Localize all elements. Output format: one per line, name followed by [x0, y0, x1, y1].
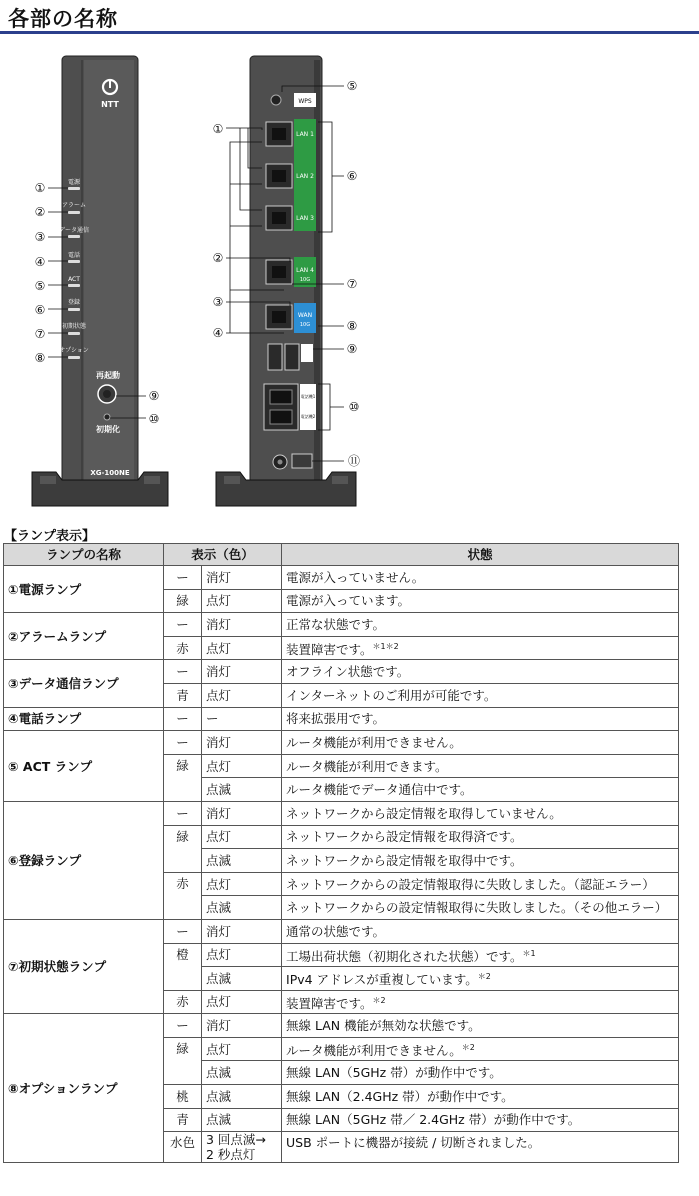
device-diagram	[0, 36, 699, 516]
lamp-display: 点滅	[202, 896, 282, 920]
lamp-color: ー	[164, 613, 202, 637]
lamp-color: ー	[164, 660, 202, 684]
lamp-name: ①電源ランプ	[4, 566, 164, 613]
led-init	[68, 332, 80, 335]
footnote-mark: ＊2	[477, 972, 491, 982]
lamp-status: 工場出荷状態（初期化された状態）です。	[286, 948, 523, 964]
back-view	[213, 56, 360, 506]
lamp-display: 3 回点滅→	[206, 1132, 266, 1148]
lan-port-2	[266, 164, 292, 188]
lamp-status: ネットワークから設定情報を取得中です。	[282, 849, 679, 873]
lamp-color: 緑	[164, 754, 202, 801]
front-marker-6: ⑥	[34, 303, 46, 317]
lamp-display: 消灯	[202, 613, 282, 637]
lan1-label: LAN 1	[296, 131, 314, 138]
led-label-alarm: アラーム	[61, 202, 87, 209]
table-row	[4, 707, 679, 731]
reboot-label: 再起動	[96, 371, 120, 380]
lamp-display: ー	[202, 707, 282, 731]
lamp-status: USB ポートに機器が接続 / 切断されました。	[282, 1132, 679, 1163]
lamp-color: ー	[164, 801, 202, 825]
lamp-status: オフライン状態です。	[282, 660, 679, 684]
lamp-name: ④電話ランプ	[4, 707, 164, 731]
lamp-status: 無線 LAN（5GHz 帯）が動作中です。	[282, 1061, 679, 1085]
lamp-status-cell	[282, 636, 679, 660]
back-marker-8: ⑧	[346, 319, 358, 333]
front-marker-8: ⑧	[34, 351, 46, 365]
init-button	[104, 414, 110, 420]
page-title: 各部の名称	[8, 7, 118, 31]
lamp-status: 装置障害です。	[286, 996, 373, 1012]
led-label-option: オプション	[59, 347, 89, 354]
lamp-display: 点滅	[202, 1085, 282, 1109]
front-marker-10: ⑩	[148, 412, 160, 426]
back-marker-6: ⑥	[346, 169, 358, 183]
front-marker-2: ②	[34, 205, 46, 219]
lamp-status: 装置障害です。	[286, 642, 373, 658]
footnote-mark: ＊2	[372, 995, 386, 1005]
lamp-status: 電源が入っていません。	[282, 566, 679, 590]
back-marker-5: ⑤	[346, 79, 358, 93]
lamp-table	[3, 543, 679, 1163]
lamp-status-cell	[282, 1037, 679, 1061]
table-row	[4, 660, 679, 684]
lamp-display: 点灯	[202, 990, 282, 1014]
lamp-status: インターネットのご利用が可能です。	[282, 683, 679, 707]
lamp-status: ルータ機能でデータ通信中です。	[282, 778, 679, 802]
lamp-status: ネットワークからの設定情報取得に失敗しました。（認証エラー）	[282, 872, 679, 896]
footnote-mark: ＊1＊2	[372, 642, 399, 651]
back-marker-4: ④	[212, 326, 224, 340]
lamp-name: ⑤ ACT ランプ	[4, 731, 164, 802]
lamp-color: ー	[164, 919, 202, 943]
lamp-status: 電源が入っています。	[282, 589, 679, 613]
lamp-color: ー	[164, 731, 202, 755]
lan4-sub: 10G	[299, 277, 311, 283]
lamp-color: ー	[164, 707, 202, 731]
front-marker-3: ③	[34, 230, 46, 244]
led-register	[68, 308, 80, 311]
front-view	[32, 56, 168, 506]
lamp-color: ー	[164, 1014, 202, 1038]
lamp-color: 桃	[164, 1085, 202, 1109]
table-row	[4, 801, 679, 825]
lamp-status: ネットワークから設定情報を取得していません。	[282, 801, 679, 825]
back-marker-1: ①	[212, 122, 224, 136]
lamp-display: 消灯	[202, 566, 282, 590]
table-row	[4, 613, 679, 637]
usb-icon	[301, 344, 313, 362]
lamp-status: 通常の状態です。	[282, 919, 679, 943]
led-label-data: データ通信	[58, 227, 90, 234]
led-label-phone: 電話	[67, 252, 81, 259]
lamp-display-cell	[202, 1132, 282, 1163]
header-status: 状態	[282, 544, 679, 566]
led-data	[68, 235, 80, 238]
lan-port-3	[266, 206, 292, 230]
table-header-row	[4, 544, 679, 566]
lamp-display: 点灯	[202, 754, 282, 778]
lamp-display: 消灯	[202, 731, 282, 755]
lamp-status: ルータ機能が利用できます。	[282, 754, 679, 778]
lamp-display: 点灯	[202, 1037, 282, 1061]
front-marker-4: ④	[34, 255, 46, 269]
lamp-color: 橙	[164, 943, 202, 990]
lamp-status: 無線 LAN（2.4GHz 帯）が動作中です。	[282, 1085, 679, 1109]
back-marker-7: ⑦	[346, 277, 358, 291]
section-label: 【ランプ表示】	[4, 529, 96, 544]
tel1-label: 電話機1	[300, 394, 316, 399]
lamp-display: 点灯	[202, 872, 282, 896]
lamp-color: 赤	[164, 990, 202, 1014]
tel2-label: 電話機2	[300, 414, 316, 419]
lan-port-1	[266, 122, 292, 146]
table-row	[4, 566, 679, 590]
led-power	[68, 187, 80, 190]
led-label-register: 登録	[67, 299, 81, 306]
brand-label: NTT	[101, 100, 119, 109]
led-label-init: 初期状態	[61, 323, 87, 330]
footnote-mark: ＊2	[461, 1043, 475, 1053]
lamp-display: 点滅	[202, 1061, 282, 1085]
lamp-display: 点滅	[202, 1108, 282, 1132]
wan-label: WAN	[297, 312, 313, 319]
table-row	[4, 919, 679, 943]
led-label-power: 電源	[67, 179, 81, 186]
front-marker-7: ⑦	[34, 327, 46, 341]
lamp-display: 点灯	[202, 589, 282, 613]
tel-port-2	[270, 410, 292, 424]
front-marker-9: ⑨	[148, 389, 160, 403]
lamp-status: ルータ機能が利用できません。	[282, 731, 679, 755]
wan-sub: 10G	[299, 322, 311, 328]
lamp-name: ⑥登録ランプ	[4, 801, 164, 919]
back-marker-10: ⑩	[348, 400, 360, 414]
back-marker-2: ②	[212, 251, 224, 265]
lamp-display: 消灯	[202, 660, 282, 684]
lamp-status: ネットワークからの設定情報取得に失敗しました。（その他エラー）	[282, 896, 679, 920]
lamp-display: 点灯	[202, 636, 282, 660]
lamp-color: ー	[164, 566, 202, 590]
back-marker-9: ⑨	[346, 342, 358, 356]
lamp-color: 緑	[164, 1037, 202, 1084]
lamp-status-cell	[282, 943, 679, 967]
lamp-status: ネットワークから設定情報を取得済です。	[282, 825, 679, 849]
lamp-color: 水色	[164, 1132, 202, 1163]
lamp-color: 緑	[164, 825, 202, 872]
table-row	[4, 731, 679, 755]
lan3-label: LAN 3	[296, 215, 314, 222]
lamp-display: 消灯	[202, 919, 282, 943]
lamp-name: ⑧オプションランプ	[4, 1014, 164, 1163]
led-phone	[68, 260, 80, 263]
lamp-color: 青	[164, 1108, 202, 1132]
lamp-display: 点灯	[202, 825, 282, 849]
lamp-display: 点灯	[202, 943, 282, 967]
lamp-status-cell	[282, 967, 679, 991]
front-marker-5: ⑤	[34, 279, 46, 293]
header-name: ランプの名称	[4, 544, 164, 566]
lamp-name: ⑦初期状態ランプ	[4, 919, 164, 1013]
tel-port-1	[270, 390, 292, 404]
lamp-name: ③データ通信ランプ	[4, 660, 164, 707]
wps-label: WPS	[298, 98, 312, 105]
model-label: XG-100NE	[90, 469, 130, 477]
title-rule	[0, 31, 699, 34]
lamp-color: 赤	[164, 872, 202, 919]
lan4-label: LAN 4	[296, 267, 314, 274]
lamp-status: 無線 LAN（5GHz 帯／ 2.4GHz 帯）が動作中です。	[282, 1108, 679, 1132]
lamp-name: ②アラームランプ	[4, 613, 164, 660]
wps-button	[271, 95, 281, 105]
lamp-status: 正常な状態です。	[282, 613, 679, 637]
back-marker-11: ⑪	[347, 454, 361, 468]
led-label-act: ACT	[68, 276, 80, 283]
lamp-display: 点灯	[202, 683, 282, 707]
lamp-display: 点滅	[202, 967, 282, 991]
lamp-color: 緑	[164, 589, 202, 613]
front-marker-1: ①	[34, 181, 46, 195]
led-option	[68, 356, 80, 359]
led-alarm	[68, 211, 80, 214]
init-label: 初期化	[96, 425, 120, 434]
footnote-mark: ＊1	[522, 948, 536, 958]
lamp-status: ルータ機能が利用できません。	[286, 1043, 462, 1059]
lamp-display: 点滅	[202, 849, 282, 873]
table-row	[4, 1014, 679, 1038]
lamp-color: 赤	[164, 636, 202, 660]
lan2-label: LAN 2	[296, 173, 314, 180]
lamp-display-line2: 2 秒点灯	[206, 1147, 256, 1163]
lamp-status: IPv4 アドレスが重複しています。	[286, 972, 478, 988]
lamp-status: 将来拡張用です。	[282, 707, 679, 731]
lan-port-4	[266, 260, 292, 284]
lamp-display: 消灯	[202, 801, 282, 825]
lamp-color: 青	[164, 683, 202, 707]
header-display: 表示（色）	[164, 544, 282, 566]
lamp-status: 無線 LAN 機能が無効な状態です。	[282, 1014, 679, 1038]
lamp-display: 点滅	[202, 778, 282, 802]
lamp-status-cell	[282, 990, 679, 1014]
led-act	[68, 284, 80, 287]
back-marker-3: ③	[212, 295, 224, 309]
wan-port	[266, 305, 292, 329]
lamp-display: 消灯	[202, 1014, 282, 1038]
